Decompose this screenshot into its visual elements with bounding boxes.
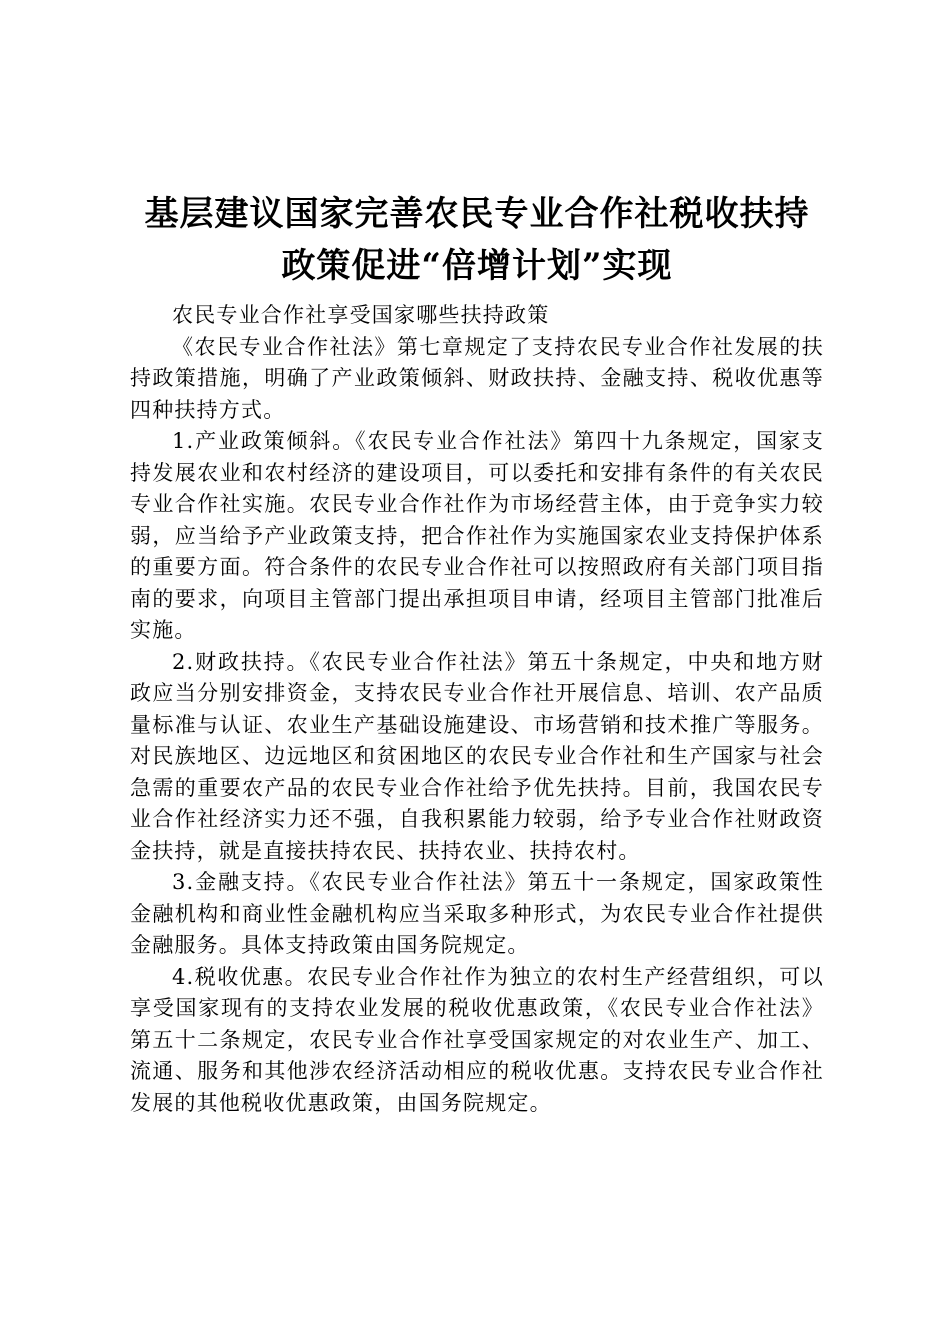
document-body (130, 300, 824, 1119)
paragraph-industry-policy: 1.产业政策倾斜。《农民专业合作社法》第四十九条规定，国家支持发展农业和农村经济的建设项目，可以委托和安排有条件的有关农民专业合作社实施。农民专业合作社作为市场经营主体，由于竞争实力较弱，应当给予产业政策支持，把合作社作为实施国家农业支持保护体系的重要方面。符合条件的农民专业合作社可以按照政府有关部门项目指南的要求，向项目主管部门提出承担项目申请，经项目主管部门批准后实施。 (130, 429, 824, 642)
paragraph-tax-preference: 4.税收优惠。农民专业合作社作为独立的农村生产经营组织，可以享受国家现有的支持农业发展的税收优惠政策，《农民专业合作社法》第五十二条规定，农民专业合作社享受国家规定的对农业生产、加工、流通、服务和其他涉农经济活动相应的税收优惠。支持农民专业合作社发展的其他税收优惠政策，由国务院规定。 (130, 964, 824, 1115)
paragraph-intro: 《农民专业合作社法》第七章规定了支持农民专业合作社发展的扶持政策措施，明确了产业政策倾斜、财政扶持、金融支持、税收优惠等四种扶持方式。 (130, 334, 824, 422)
document-page (130, 188, 824, 1119)
paragraph-financial-support: 3.金融支持。《农民专业合作社法》第五十一条规定，国家政策性金融机构和商业性金融机构应当采取多种形式，为农民专业合作社提供金融服务。具体支持政策由国务院规定。 (130, 870, 824, 957)
paragraph-heading: 农民专业合作社享受国家哪些扶持政策 (172, 303, 550, 327)
paragraph-fiscal-support: 2.财政扶持。《农民专业合作社法》第五十条规定，中央和地方财政应当分别安排资金，支持农民专业合作社开展信息、培训、农产品质量标准与认证、农业生产基础设施建设、市场营销和技术推广等服务。对民族地区、边远地区和贫困地区的农民专业合作社和生产国家与社会急需的重要农产品的农民专业合作社给予优先扶持。目前，我国农民专业合作社经济实力还不强，自我积累能力较弱，给予专业合作社财政资金扶持，就是直接扶持农民、扶持农业、扶持农村。 (130, 649, 824, 863)
document-title: 基层建议国家完善农民专业合作社税收扶持政策促进“倍增计划”实现 (144, 194, 810, 286)
